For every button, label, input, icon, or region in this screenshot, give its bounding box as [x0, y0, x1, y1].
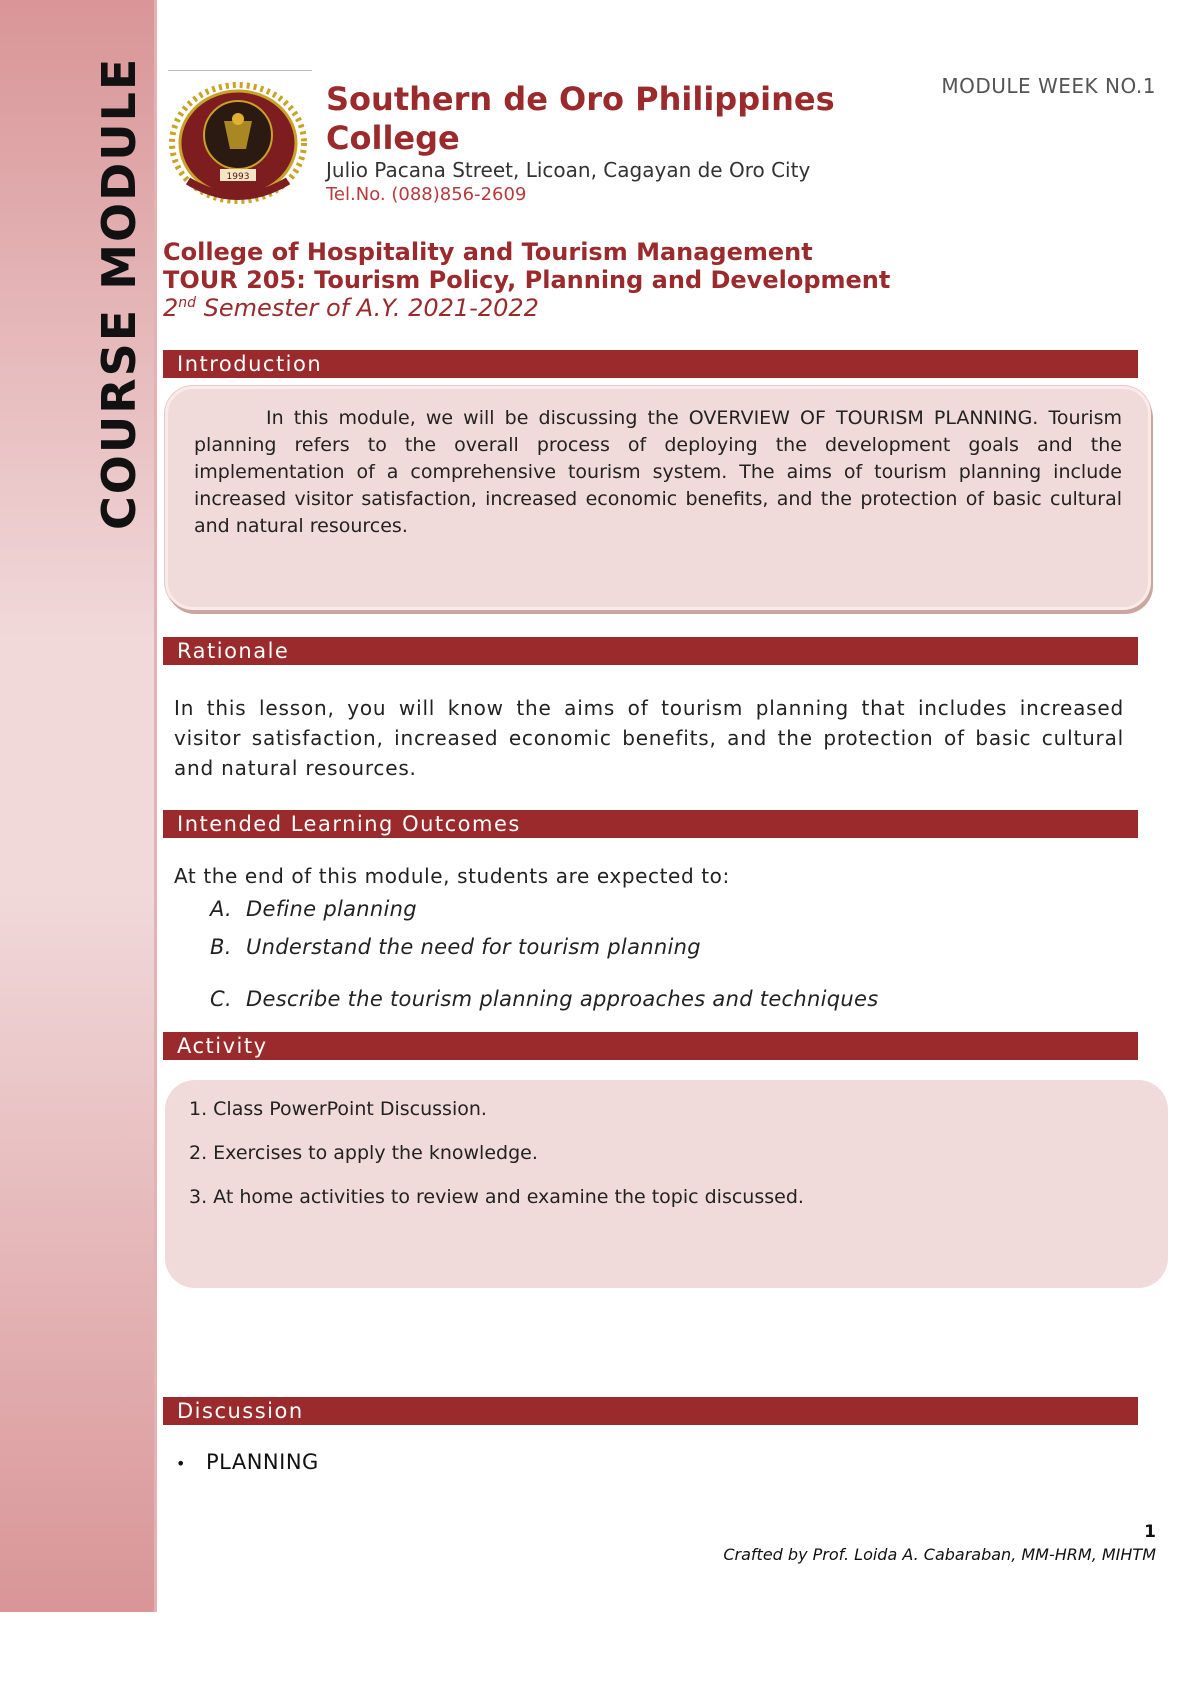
- introduction-text: In this module, we will be discussing the OVERVIEW OF TOURISM PLANNING. Tourism planning refers to the overall process of deploying the development goals and the implementation of a comprehensive tourism system. The aims of tourism planning include increased visitor satisfaction, increased economic benefits, and the protection of basic cultural and natural resources.: [194, 407, 1122, 537]
- outcome-text: Understand the need for tourism planning: [246, 935, 701, 959]
- course-title: TOUR 205: Tourism Policy, Planning and Development: [163, 266, 891, 294]
- outcomes-lead: At the end of this module, students are expected to:: [174, 864, 730, 888]
- sidebar-title: COURSE MODULE: [92, 56, 146, 530]
- introduction-heading: Introduction: [163, 350, 1138, 378]
- outcome-item: [210, 897, 417, 921]
- introduction-panel: [165, 386, 1151, 610]
- college-address: Julio Pacana Street, Licoan, Cagayan de Oro City: [326, 158, 811, 182]
- semester-number: 2: [163, 294, 179, 322]
- sidebar-band: [0, 0, 157, 1612]
- discussion-heading: Discussion: [163, 1397, 1138, 1425]
- outcome-letter: B.: [210, 935, 232, 959]
- discussion-bullet-text: PLANNING: [206, 1450, 319, 1474]
- outcome-letter: A.: [210, 897, 233, 921]
- discussion-bullet: [176, 1450, 319, 1474]
- outcome-text: Describe the tourism planning approaches and techniques: [246, 987, 879, 1011]
- activity-item: 2. Exercises to apply the knowledge.: [189, 1142, 538, 1164]
- author-credit: Crafted by Prof. Loida A. Cabaraban, MM-HRM, MIHTM: [723, 1545, 1156, 1564]
- outcome-letter: C.: [210, 987, 232, 1011]
- activity-item: 3. At home activities to review and examine the topic discussed.: [189, 1186, 804, 1208]
- rationale-text: In this lesson, you will know the aims of tourism planning that includes increased visitor satisfaction, increased economic benefits, and the protection of basic cultural and natural resources.: [174, 696, 1124, 780]
- college-seal-icon: [168, 71, 312, 207]
- activity-heading: Activity: [163, 1032, 1138, 1060]
- activity-item: 1. Class PowerPoint Discussion.: [189, 1098, 487, 1120]
- department-title: College of Hospitality and Tourism Management: [163, 238, 813, 266]
- semester-suffix: nd: [178, 295, 197, 311]
- module-week-label: MODULE WEEK NO.1: [941, 74, 1156, 98]
- outcome-text: Define planning: [246, 897, 417, 921]
- college-logo: [168, 70, 312, 211]
- college-name: Southern de Oro Philippines College: [326, 80, 835, 157]
- activity-panel: [165, 1080, 1168, 1288]
- logo-year: 1993: [226, 172, 250, 182]
- college-telephone: Tel.No. (088)856-2609: [326, 184, 527, 205]
- semester-line: [163, 294, 539, 322]
- bullet-icon: •: [176, 1454, 186, 1473]
- rationale-heading: Rationale: [163, 637, 1138, 665]
- outcome-item: [210, 987, 878, 1011]
- semester-text: Semester of A.Y. 2021-2022: [196, 294, 539, 322]
- outcome-item: [210, 935, 701, 959]
- page-number: 1: [1144, 1522, 1156, 1542]
- outcomes-heading: Intended Learning Outcomes: [163, 810, 1138, 838]
